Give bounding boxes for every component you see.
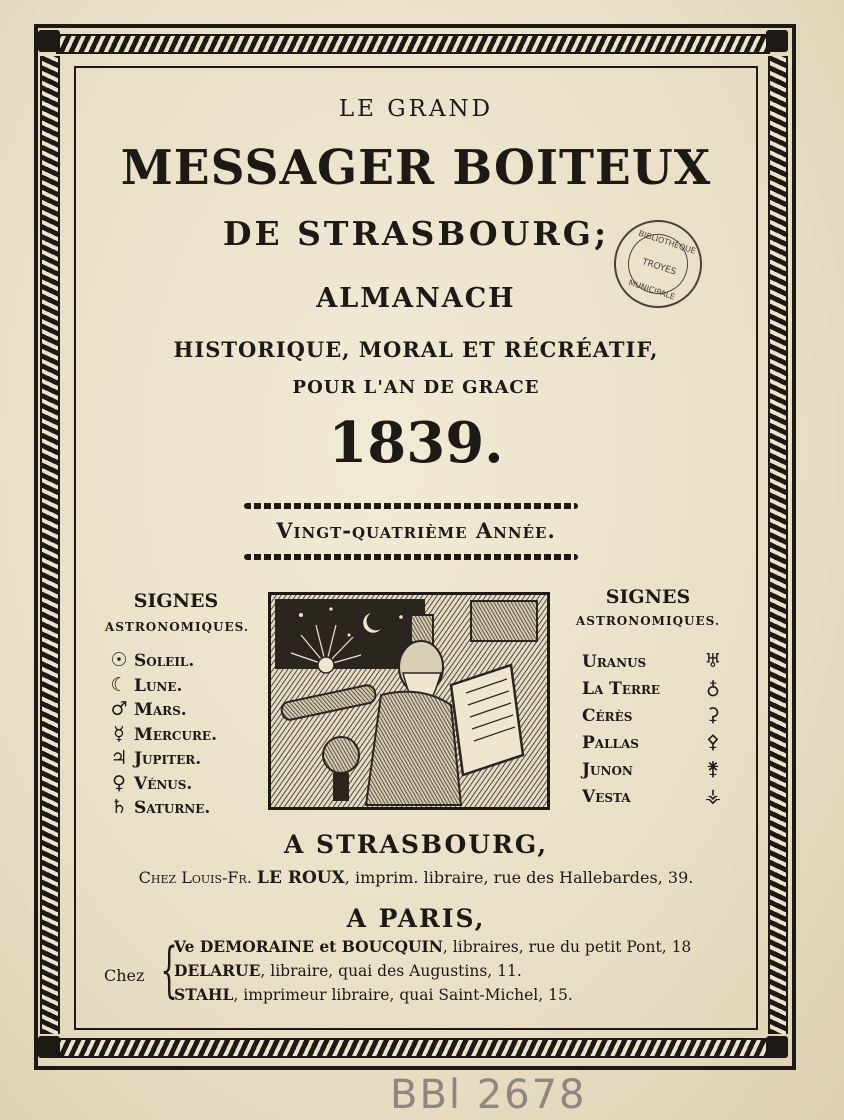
sign-name: Vesta <box>582 787 631 807</box>
sign-name: Soleil. <box>134 651 195 671</box>
seller-row <box>174 983 691 1007</box>
sign-item <box>104 795 217 820</box>
signs-right-subtitle: ASTRONOMIQUES. <box>575 614 721 628</box>
sign-item <box>582 783 732 810</box>
sellers-list <box>174 935 691 1007</box>
title-line-le-grand: LE GRAND <box>338 96 494 122</box>
astro-symbol-icon: ♂ <box>110 698 128 720</box>
astro-symbol-icon: ♁ <box>706 677 720 699</box>
title-year: 1839. <box>328 410 504 476</box>
astro-symbol-icon: ☿ <box>113 722 125 745</box>
title-almanach: ALMANACH <box>316 283 516 314</box>
corner-ornament-br <box>766 1036 788 1058</box>
sign-name: Pallas <box>582 733 639 753</box>
printer-name: LE ROUX <box>257 868 345 888</box>
seller-name: Ve DEMORAINE et BOUCQUIN <box>174 937 443 956</box>
sign-item <box>104 722 217 747</box>
rope-border-top <box>56 34 770 54</box>
wavy-rule-top <box>244 503 578 509</box>
printer-prefix: Chez Louis-Fr. <box>138 868 252 887</box>
rope-border-left <box>40 56 60 1034</box>
seller-address: , libraire, quai des Augustins, 11. <box>260 962 522 980</box>
imprint-city-strasbourg: A STRASBOURG, <box>283 830 549 859</box>
sign-name: Mercure. <box>134 724 217 745</box>
astro-symbol-icon: ⚴ <box>706 731 720 753</box>
corner-ornament-tl <box>38 30 60 52</box>
wavy-rule-bottom <box>244 554 578 560</box>
sign-name: Lune. <box>134 675 183 696</box>
seller-name: DELARUE <box>174 961 261 980</box>
title-year-intro: POUR L'AN DE GRACE <box>292 377 540 398</box>
astro-symbol-icon: ⚳ <box>706 704 720 726</box>
sign-item <box>582 729 732 756</box>
sign-item <box>104 771 217 796</box>
signs-left-list <box>104 648 217 820</box>
handwritten-shelfmark: BBl 2678 <box>390 1072 587 1118</box>
stamp-text-bottom: MUNICIPALE <box>627 278 677 302</box>
astro-symbol-icon: ♅ <box>704 650 722 672</box>
sign-item <box>104 648 217 673</box>
corner-ornament-bl <box>38 1036 60 1058</box>
edition-line: Vingt-quatrième Année. <box>276 518 556 543</box>
stamp-text-middle: TROYES <box>640 257 678 278</box>
signs-right-list <box>582 648 732 810</box>
sign-name: Vénus. <box>134 773 193 794</box>
corner-ornament-tr <box>766 30 788 52</box>
astro-symbol-icon: ☾ <box>110 673 128 696</box>
sign-item <box>582 702 732 729</box>
stamp-text-top: BIBLIOTHÈQUE <box>637 228 697 256</box>
woodcut-image <box>271 595 547 807</box>
sign-item <box>582 756 732 783</box>
imprint-city-paris: A PARIS, <box>346 904 486 933</box>
sign-item <box>582 648 732 675</box>
astro-symbol-icon: ♄ <box>110 796 128 818</box>
sign-name: Junon <box>582 760 633 780</box>
rope-border-bottom <box>56 1038 770 1058</box>
sign-name: Jupiter. <box>134 749 202 769</box>
seller-row <box>174 935 691 959</box>
sign-name: Saturne. <box>134 798 211 818</box>
astro-symbol-icon: ☉ <box>110 649 128 671</box>
astro-symbol-icon: ⚶ <box>704 785 722 807</box>
curly-brace: { <box>160 935 178 1005</box>
sign-item <box>104 746 217 771</box>
chez-label: Chez <box>104 966 145 985</box>
sign-name: La Terre <box>582 679 661 699</box>
title-main: MESSAGER BOITEUX <box>120 140 712 196</box>
sign-name: Uranus <box>582 652 647 672</box>
printer-address: , imprim. libraire, rue des Hallebardes, 39. <box>344 868 694 887</box>
sign-item <box>582 675 732 702</box>
seller-address: , libraires, rue du petit Pont, 18 <box>442 938 692 956</box>
sign-item <box>104 673 217 698</box>
sign-name: Mars. <box>134 700 187 720</box>
signs-left-title: SIGNES <box>133 590 219 612</box>
imprint-printer-line <box>74 868 758 888</box>
signs-left-subtitle: ASTRONOMIQUES. <box>104 620 250 634</box>
rope-border-right <box>768 56 788 1034</box>
seller-row <box>174 959 691 983</box>
astro-symbol-icon: ⚵ <box>706 758 720 780</box>
astrologer-woodcut <box>268 592 550 810</box>
seller-name: STAHL <box>174 985 234 1004</box>
title-subtitle: HISTORIQUE, MORAL ET RÉCRÉATIF, <box>173 337 659 362</box>
astro-symbol-icon: ♀ <box>112 771 126 794</box>
astro-symbol-icon: ♃ <box>110 747 128 769</box>
title-city: DE STRASBOURG; <box>222 214 610 253</box>
sign-item <box>104 697 217 722</box>
sign-name: Cérès <box>582 706 633 726</box>
seller-address: , imprimeur libraire, quai Saint-Michel, 15. <box>233 986 573 1004</box>
signs-right-title: SIGNES <box>605 586 691 608</box>
